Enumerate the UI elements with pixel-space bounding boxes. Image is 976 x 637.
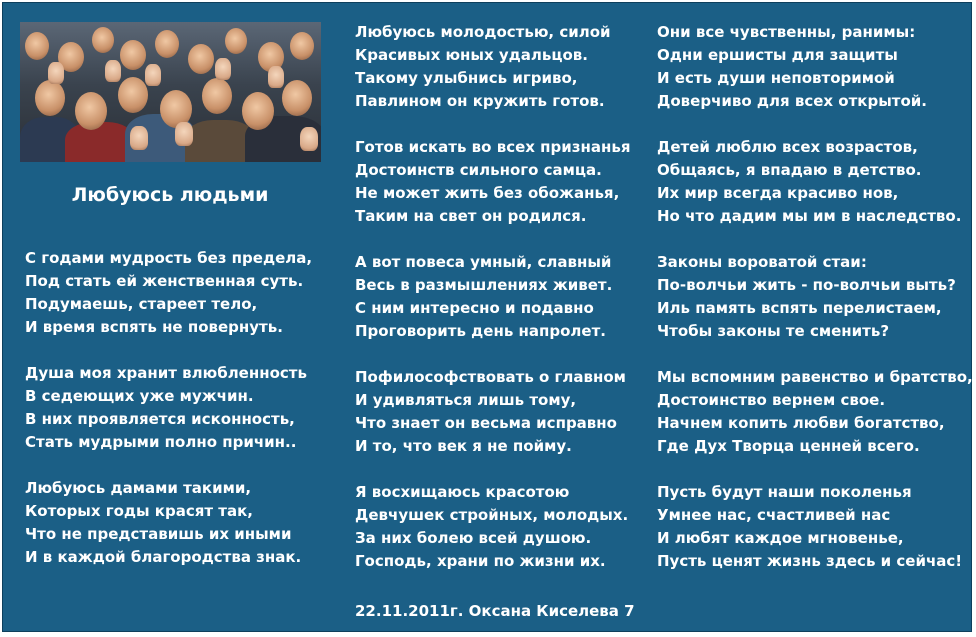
- poem-line: Подумаешь, стареет тело,: [25, 295, 258, 313]
- poem-line: Где Дух Творца ценней всего.: [657, 437, 920, 455]
- poem-stanza: [657, 481, 973, 573]
- poem-line: Павлином он кружить готов.: [355, 92, 605, 110]
- poem-line: Умнее нас, счастливей нас: [657, 506, 891, 524]
- poem-line: Я восхищаюсь красотою: [355, 483, 570, 501]
- poem-line: Мы вспомним равенство и братство,: [657, 368, 973, 386]
- hand-shape: [145, 64, 161, 86]
- poem-line: Пофилософствовать о главном: [355, 368, 626, 386]
- poem-line: Любуюсь молодостью, силой: [355, 23, 611, 41]
- poem-line: Душа моя хранит влюбленность: [25, 364, 307, 382]
- face-shape: [290, 32, 314, 60]
- hand-shape: [130, 126, 148, 150]
- poem-stanza: [657, 366, 973, 458]
- face-shape: [188, 44, 214, 74]
- poem-stanza: [25, 247, 312, 339]
- face-shape: [155, 30, 179, 58]
- poem-column-3: [657, 21, 973, 596]
- face-shape: [120, 40, 146, 70]
- hand-shape: [215, 58, 231, 80]
- poem-column-1: [25, 247, 312, 592]
- face-shape: [25, 32, 49, 60]
- poem-line: Одни ершисты для защиты: [657, 46, 898, 64]
- face-shape: [118, 77, 148, 113]
- poem-line: По-волчьи жить - по-волчьи выть?: [657, 276, 956, 294]
- poem-line: Но что дадим мы им в наследство.: [657, 207, 962, 225]
- hand-shape: [48, 62, 64, 84]
- hand-shape: [105, 60, 121, 82]
- poem-line: Такому улыбнись игриво,: [355, 69, 578, 87]
- hand-shape: [175, 122, 193, 146]
- poem-line: Стать мудрыми полно причин..: [25, 433, 297, 451]
- poem-line: Под стать ей женственная суть.: [25, 272, 304, 290]
- poem-line: Что не представишь их иными: [25, 525, 292, 543]
- poem-line: Их мир всегда красиво нов,: [657, 184, 899, 202]
- poem-line: А вот повеса умный, славный: [355, 253, 612, 271]
- poem-line: В них проявляется исконность,: [25, 410, 295, 428]
- poem-line: Достоинств сильного самца.: [355, 161, 602, 179]
- poem-line: Таким на свет он родился.: [355, 207, 587, 225]
- poem-line: Девчушек стройных, молодых.: [355, 506, 629, 524]
- poem-title: Любуюсь людьми: [71, 184, 269, 206]
- poem-line: Достоинство вернем свое.: [657, 391, 886, 409]
- poem-line: Они все чувственны, ранимы:: [657, 23, 916, 41]
- face-shape: [92, 27, 114, 53]
- signature-line: 22.11.2011г. Оксана Киселева 7: [355, 602, 635, 620]
- poem-line: Пусть будут наши поколенья: [657, 483, 912, 501]
- hand-shape: [300, 127, 318, 151]
- poem-stanza: [657, 136, 973, 228]
- poem-stanza: [355, 136, 630, 228]
- poem-line: С ним интересно и подавно: [355, 299, 594, 317]
- poem-line: Детей люблю всех возрастов,: [657, 138, 918, 156]
- poem-line: Общаясь, я впадаю в детство.: [657, 161, 922, 179]
- poem-stanza: [355, 21, 630, 113]
- poem-stanza: [355, 366, 630, 458]
- poem-stanza: [355, 251, 630, 343]
- poem-line: Красивых юных удальцов.: [355, 46, 588, 64]
- poem-line: Проговорить день напролет.: [355, 322, 606, 340]
- poem-line: Иль память вспять перелистаем,: [657, 299, 942, 317]
- poem-line: И время вспять не повернуть.: [25, 318, 283, 336]
- poem-line: Весь в размышлениях живет.: [355, 276, 613, 294]
- poem-stanza: [657, 251, 973, 343]
- poem-line: И удивляться лишь тому,: [355, 391, 577, 409]
- poem-line: Начнем копить любви богатство,: [657, 414, 945, 432]
- poem-line: Которых годы красят так,: [25, 502, 253, 520]
- poem-line: За них болею всей душою.: [355, 529, 592, 547]
- poem-line: Законы вороватой стаи:: [657, 253, 867, 271]
- poem-card: [2, 2, 972, 632]
- poem-stanza: [25, 477, 312, 569]
- face-shape: [35, 80, 65, 116]
- face-shape: [225, 28, 247, 54]
- poem-column-2: [355, 21, 630, 596]
- poem-line: Доверчиво для всех открытой.: [657, 92, 927, 110]
- face-shape: [242, 92, 274, 130]
- poem-line: Не может жить без обожанья,: [355, 184, 620, 202]
- poem-line: Господь, храни по жизни их.: [355, 552, 606, 570]
- poem-stanza: [355, 481, 630, 573]
- face-shape: [282, 80, 312, 116]
- poem-stanza: [25, 362, 312, 454]
- poem-line: С годами мудрость без предела,: [25, 249, 313, 267]
- crowd-photo: [20, 22, 321, 162]
- poem-line: Любуюсь дамами такими,: [25, 479, 252, 497]
- poem-line: Что знает он весьма исправно: [355, 414, 617, 432]
- poem-line: В седеющих уже мужчин.: [25, 387, 254, 405]
- hand-shape: [268, 66, 284, 88]
- poem-stanza: [657, 21, 973, 113]
- poem-line: Пусть ценят жизнь здесь и сейчас!: [657, 552, 963, 570]
- poem-line: И любят каждое мгновенье,: [657, 529, 904, 547]
- face-shape: [75, 92, 107, 130]
- face-shape: [202, 78, 232, 114]
- poem-line: И то, что век я не пойму.: [355, 437, 572, 455]
- poem-line: Готов искать во всех признанья: [355, 138, 631, 156]
- poem-line: Чтобы законы те сменить?: [657, 322, 890, 340]
- poem-line: И в каждой благородства знак.: [25, 548, 302, 566]
- poem-line: И есть души неповторимой: [657, 69, 895, 87]
